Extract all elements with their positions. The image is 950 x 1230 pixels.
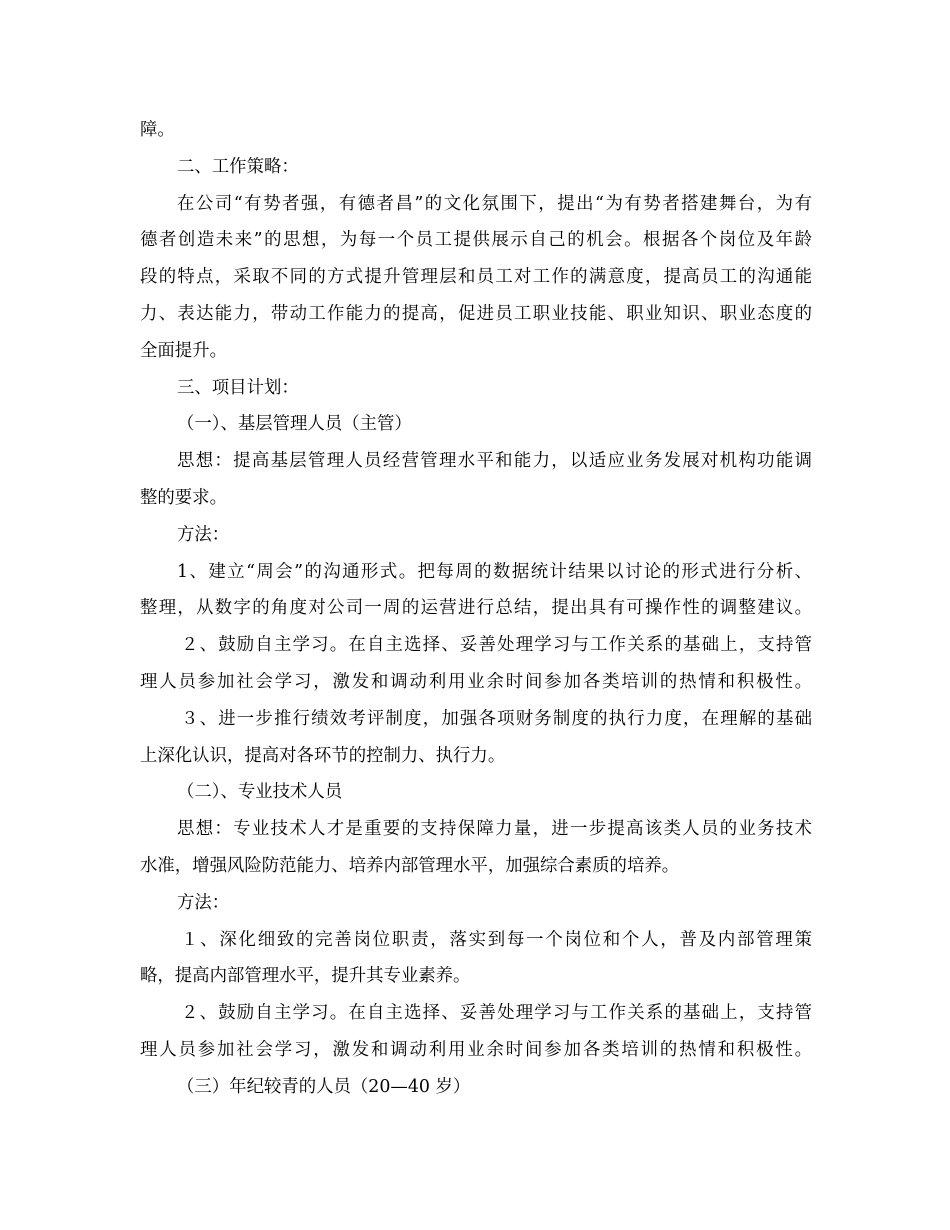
text-line: １、深化细致的完善岗位职责，落实到每一个岗位和个人，普及内部管理策 [181,929,812,950]
subsection-heading-young-staff: （三）年纪较青的人员（20—40 岁） [177,1076,471,1097]
text-line: 在公司“有势者强，有德者昌”的文化氛围下，提出“为有势者搭建舞台，为有 [177,193,812,214]
subsection-heading-managers: （一）、基层管理人员（主管） [177,414,412,435]
text-line: 思想：专业技术人才是重要的支持保障力量，进一步提高该类人员的业务技术 [177,819,812,840]
text-line: ２、鼓励自主学习。在自主选择、妥善处理学习与工作关系的基础上，支持管 [181,635,812,656]
text-line: 理人员参加社会学习，激发和调动利用业余时间参加各类培训的热情和积极性。 [140,671,812,692]
section-heading-plan: 三、项目计划： [177,377,299,398]
text-line: 略，提高内部管理水平，提升其专业素养。 [140,966,471,987]
text-line: 整理，从数字的角度对公司一周的运营进行总结，提出具有可操作性的调整建议。 [140,598,812,619]
text-line: 上深化认识，提高对各环节的控制力、执行力。 [140,745,506,766]
method-label: 方法： [177,524,230,545]
text-line: 整的要求。 [140,487,227,508]
method-label: 方法： [177,892,230,913]
subsection-heading-technical: （二）、专业技术人员 [177,782,343,803]
text-line: 力、表达能力，带动工作能力的提高，促进员工职业技能、职业知识、职业态度的 [140,303,812,324]
text-line: ３、进一步推行绩效考评制度，加强各项财务制度的执行力度，在理解的基础 [181,708,812,729]
text-line: 理人员参加社会学习，激发和调动利用业余时间参加各类培训的热情和积极性。 [140,1039,812,1060]
section-heading-strategy: 二、工作策略： [177,156,299,177]
text-line: 1、建立“周会”的沟通形式。把每周的数据统计结果以讨论的形式进行分析、 [177,561,812,582]
text-line: 段的特点，采取不同的方式提升管理层和员工对工作的满意度，提高员工的沟通能 [140,267,812,288]
text-line: 思想：提高基层管理人员经营管理水平和能力，以适应业务发展对机构功能调 [177,451,812,472]
text-line: 德者创造未来”的思想，为每一个员工提供展示自己的机会。根据各个岗位及年龄 [140,230,812,251]
text-line: ２、鼓励自主学习。在自主选择、妥善处理学习与工作关系的基础上，支持管 [181,1003,812,1024]
text-line: 障。 [140,120,175,140]
text-line: 水准，增强风险防范能力、培养内部管理水平，加强综合素质的培养。 [140,855,680,876]
text-line: 全面提升。 [140,340,227,361]
document-body [140,112,812,1106]
